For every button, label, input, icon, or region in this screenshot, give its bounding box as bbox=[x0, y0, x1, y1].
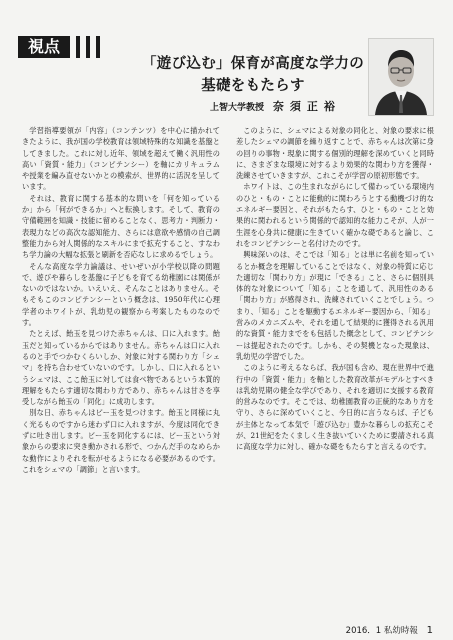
issue-label: 2016．1 私幼時報 bbox=[345, 626, 418, 636]
author-portrait bbox=[368, 38, 434, 116]
paragraph: ホワイトは、この生まれながらにして備わっている環境内のひと・もの・ことに能動的に関わろうとする動機づけ的なエネルギー要因と、それがもたらす、ひと・もの・ことと効果的に関われるという関係的で認知的な能力こそが、人が一生涯を心身共に健康に生きていく確かな礎であると論じ、これをコンピテンシーと名付けたのです。 bbox=[236, 182, 434, 248]
paragraph: このように考えるならば、我が国も含め、現在世界中で進行中の「資質・能力」を軸とした教育改革がモデルとすべきは乳幼児期の健全な学びであり、それを適切に支援する教育的営みなのです。そこでは、幼稚園教育の正統的なあり方を守り、さらに深めていくこと、今日的に言うならば、子どもが主体となって本気で「遊び込む」豊かな暮らしの拡充こそが、21世紀をたくましく生き抜いていくために要請される真に高度な学力に対し、確かな礎をもたらすと言えるのです。 bbox=[236, 363, 434, 452]
paragraph: たとえば、飴玉を見つけた赤ちゃんは、口に入れます。飴玉だと知っているからではありません。赤ちゃんは口に入れるのと手でつかむくらいしか、対象に対する関わり方「シェマ」を持ち合わせていないのです。しかし、口に入れるというシェマは、ここ飴玉に対しては食べ物であるという本質的理解をもたらす適切な関わり方であり、赤ちゃんは甘さを享受しながら飴玉の「同化」に成功します。 bbox=[22, 329, 220, 407]
paragraph: このように、シェマによる対象の同化と、対象の要求に根差したシェマの調節を繰り返すことで、赤ちゃんは次第に身の回りの事物・現象に関する個別的理解を深めていくと同時に、さまざまな環境に対するより効果的な関わり方を獲得・洗練させていきますが、これこそが学習の原初形態です。 bbox=[236, 126, 434, 181]
title-line-2: 基礎をもたらす bbox=[201, 78, 305, 94]
author-affiliation: 上智大学教授 bbox=[210, 103, 265, 113]
body-column-right bbox=[236, 125, 434, 453]
paragraph: そんな高度な学力論議は、せいぜいが小学校以降の問題で、遊びや暮らしを基盤に子どもを育てる幼稚園には関係がないのではないか。いえいえ、そんなことはありません。そもそもこのコンピテンシーという概念は、1950年代に心理学者のホワイトが、乳幼児の観察から考案したものなのです。 bbox=[22, 261, 220, 328]
paragraph: 興味深いのは、そこでは「知る」とは単に名前を知っているとか概念を理解していることではなく、対象の特質に応じた適切な「関わり方」が現に「できる」こと、さらに個別具体的な対象について「知る」ことを通して、汎用性のある「関わり方」が感得され、洗練されていくことでしょう。つまり、「知る」ことを駆動するエネルギー要因から、「知る」営みのメカニズムや、それを通して結果的に獲得される汎用的な資質・能力までをも包括した概念として、コンピテンシーは提起されたのです。しかも、その契機となった現象は、乳幼児の学習でした。 bbox=[236, 250, 434, 361]
author-name: 奈須正裕 bbox=[272, 100, 341, 113]
article-title bbox=[118, 55, 388, 96]
body-column-left bbox=[22, 125, 220, 475]
badge-decoration bbox=[74, 36, 114, 58]
byline bbox=[210, 100, 390, 115]
portrait-image bbox=[369, 39, 433, 115]
page-footer bbox=[346, 624, 433, 636]
section-badge: 視点 bbox=[18, 36, 70, 58]
paragraph: 別な日、赤ちゃんはビー玉を見つけます。飴玉と同様に丸く光るものですから迷わず口に入れますが、今度は同化できずに吐き出します。ビー玉を同化するには、ビー玉という対象からの要求に突き動かされる形で、つかんだ手のなめらかな動作によりそれを転がせるようになる必要があるのです。これをシェマの「調節」と言います。 bbox=[22, 408, 220, 474]
paragraph: それは、教育に関する基本的な問いを「何を知っているか」から「何ができるか」へと転換します。そして、教育の守備範囲を知識・技能に留めることなく、思考力・判断力・表現力などの高次な認知能力、さらには意欲や感情の自己調整能力から対人関係的なスキルにまで拡充すること、すなわち学力論の大幅な拡張と刷新を否応なしに求めるでしょう。 bbox=[22, 193, 220, 260]
paragraph: 学習指導要領が「内容」（コンテンツ）を中心に描かれてきたように、我が国の学校教育は領域特殊的な知識を基盤としてきました。これに対し近年、領域を超えて働く汎用性の高い「資質・能力」（コンピテンシー）を軸にカリキュラムや授業を編み直せないかとの模索が、世界的に活況を呈しています。 bbox=[22, 126, 220, 192]
title-line-1: 「遊び込む」保育が高度な学力の bbox=[142, 56, 364, 72]
page-number: 1 bbox=[426, 625, 433, 636]
